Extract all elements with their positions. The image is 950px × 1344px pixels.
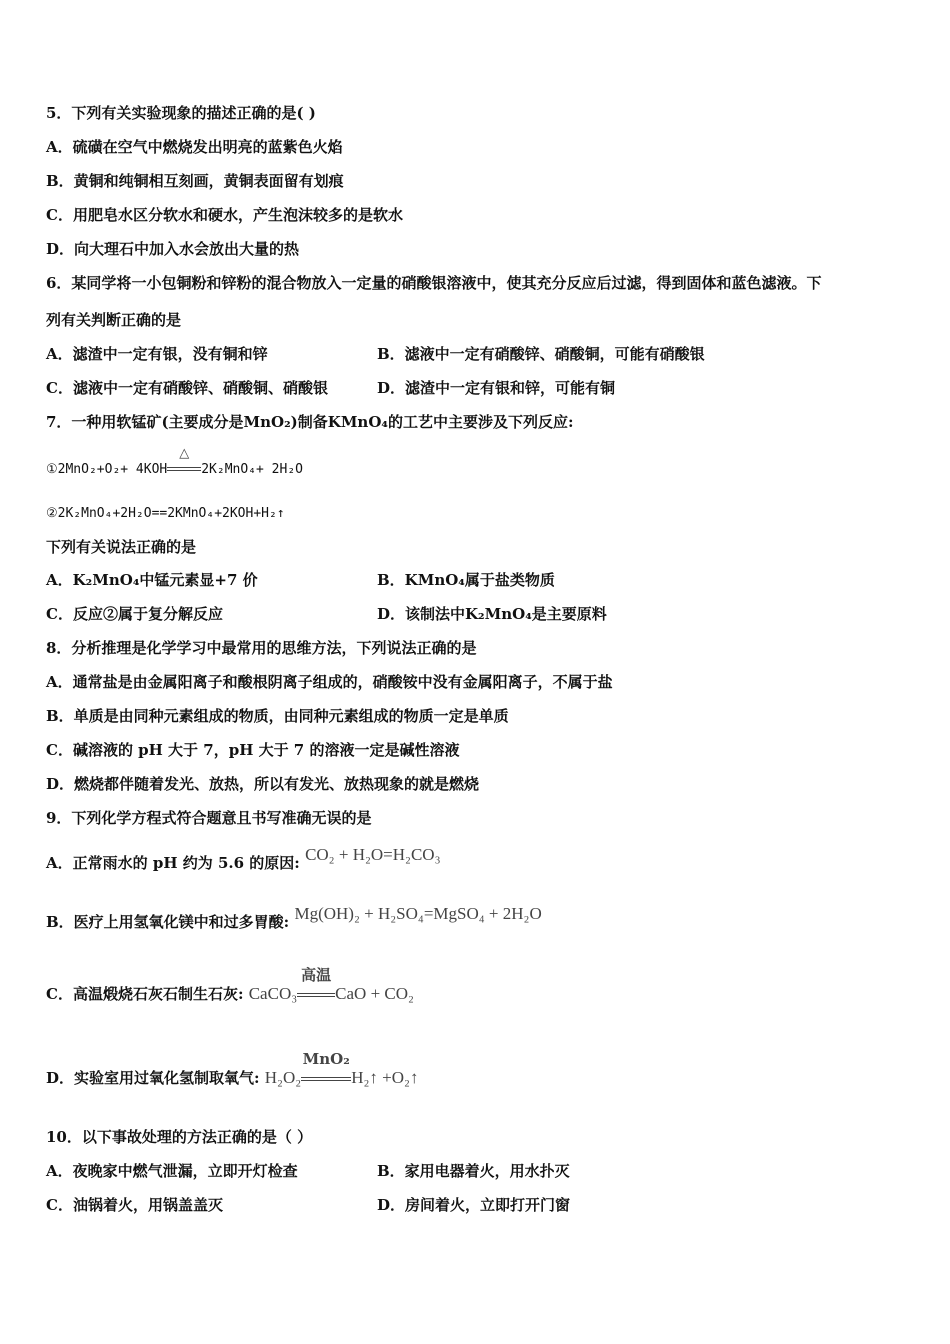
q7-r1-arrow	[167, 446, 201, 478]
q10-option-d: D．房间着火，立即打开门窗	[377, 1196, 571, 1214]
q6-stem-line1: 6．某同学将一小包铜粉和锌粉的混合物放入一定量的硝酸银溶液中，使其充分反应后过滤，得到固体和蓝色滤液。下	[46, 274, 822, 292]
q9-option-b	[46, 904, 542, 932]
q7-prompt: 下列有关说法正确的是	[46, 538, 197, 556]
q9-option-c	[46, 966, 414, 1004]
q6-option-a: A．滤渣中一定有银，没有铜和锌	[46, 345, 268, 363]
q7-r1-right: 2K₂MnO₄+ 2H₂O	[201, 462, 303, 477]
q6-option-b: B．滤液中一定有硝酸锌、硝酸铜，可能有硝酸银	[377, 345, 705, 363]
q9-a-text: A．正常雨水的 pH 约为 5.6 的原因:	[46, 854, 300, 872]
q10-option-a: A．夜晚家中燃气泄漏，立即开灯检查	[46, 1162, 298, 1180]
q10-stem: 10．以下事故处理的方法正确的是（ ）	[46, 1128, 313, 1146]
q9-c-arrow	[297, 966, 335, 1004]
q9-d-arrow	[301, 1050, 351, 1088]
q9-a-equation: CO₂ + H₂O=H₂CO₃	[305, 845, 441, 864]
heat-symbol-icon: △	[179, 446, 190, 461]
q9-option-d	[46, 1050, 419, 1088]
q6-option-c: C．滤液中一定有硝酸锌、硝酸铜、硝酸银	[46, 379, 328, 397]
q7-option-b: B．KMnO₄属于盐类物质	[377, 571, 555, 589]
q9-option-a	[46, 845, 441, 873]
q7-option-c: C．反应②属于复分解反应	[46, 605, 223, 623]
q7-option-a: A．K₂MnO₄中锰元素显+7 价	[46, 571, 258, 589]
q9-c-left: CaCO₃	[248, 984, 298, 1003]
q5-option-b: B．黄铜和纯铜相互刻画，黄铜表面留有划痕	[46, 172, 344, 190]
q6-option-d: D．滤渣中一定有银和锌，可能有铜	[377, 379, 616, 397]
q8-option-b: B．单质是由同种元素组成的物质，由同种元素组成的物质一定是单质	[46, 707, 509, 725]
q9-d-right: H₂↑ +O₂↑	[351, 1068, 419, 1087]
q10-option-b: B．家用电器着火，用水扑灭	[377, 1162, 570, 1180]
q9-b-text: B．医疗上用氢氧化镁中和过多胃酸:	[46, 913, 290, 931]
q7-stem: 7．一种用软锰矿(主要成分是MnO₂)制备KMnO₄的工艺中主要涉及下列反应:	[46, 413, 574, 431]
q9-d-left: H₂O₂	[264, 1068, 302, 1087]
q5-option-c: C．用肥皂水区分软水和硬水，产生泡沫较多的是软水	[46, 206, 403, 224]
q5-option-d: D．向大理石中加入水会放出大量的热	[46, 240, 300, 258]
q8-option-a: A．通常盐是由金属阳离子和酸根阴离子组成的，硝酸铵中没有金属阳离子，不属于盐	[46, 673, 613, 691]
q9-c-text: C．高温煅烧石灰石制生石灰:	[46, 985, 244, 1003]
q9-stem: 9．下列化学方程式符合题意且书写准确无误的是	[46, 809, 372, 827]
q7-option-d: D．该制法中K₂MnO₄是主要原料	[377, 605, 607, 623]
q9-c-right: CaO + CO₂	[335, 984, 414, 1003]
q9-c-condition: 高温	[301, 966, 332, 984]
q9-d-condition: MnO₂	[302, 1050, 350, 1068]
q5-stem: 5．下列有关实验现象的描述正确的是( )	[46, 104, 316, 122]
q6-stem-line2: 列有关判断正确的是	[46, 311, 182, 329]
q7-r1-left: ①2MnO₂+O₂+ 4KOH	[46, 462, 168, 477]
q7-reaction-1	[46, 446, 303, 480]
q5-option-a: A．硫磺在空气中燃烧发出明亮的蓝紫色火焰	[46, 138, 343, 156]
q10-option-c: C．油锅着火，用锅盖盖灭	[46, 1196, 223, 1214]
q9-d-text: D．实验室用过氧化氢制取氧气:	[46, 1069, 260, 1087]
q7-reaction-2: ②2K₂MnO₄+2H₂O==2KMnO₄+2KOH+H₂↑	[46, 506, 285, 521]
q8-option-c: C．碱溶液的 pH 大于 7，pH 大于 7 的溶液一定是碱性溶液	[46, 741, 460, 759]
q8-option-d: D．燃烧都伴随着发光、放热，所以有发光、放热现象的就是燃烧	[46, 775, 480, 793]
q9-b-equation: Mg(OH)₂ + H₂SO₄=MgSO₄ + 2H₂O	[294, 904, 542, 923]
q8-stem: 8．分析推理是化学学习中最常用的思维方法，下列说法正确的是	[46, 639, 477, 657]
